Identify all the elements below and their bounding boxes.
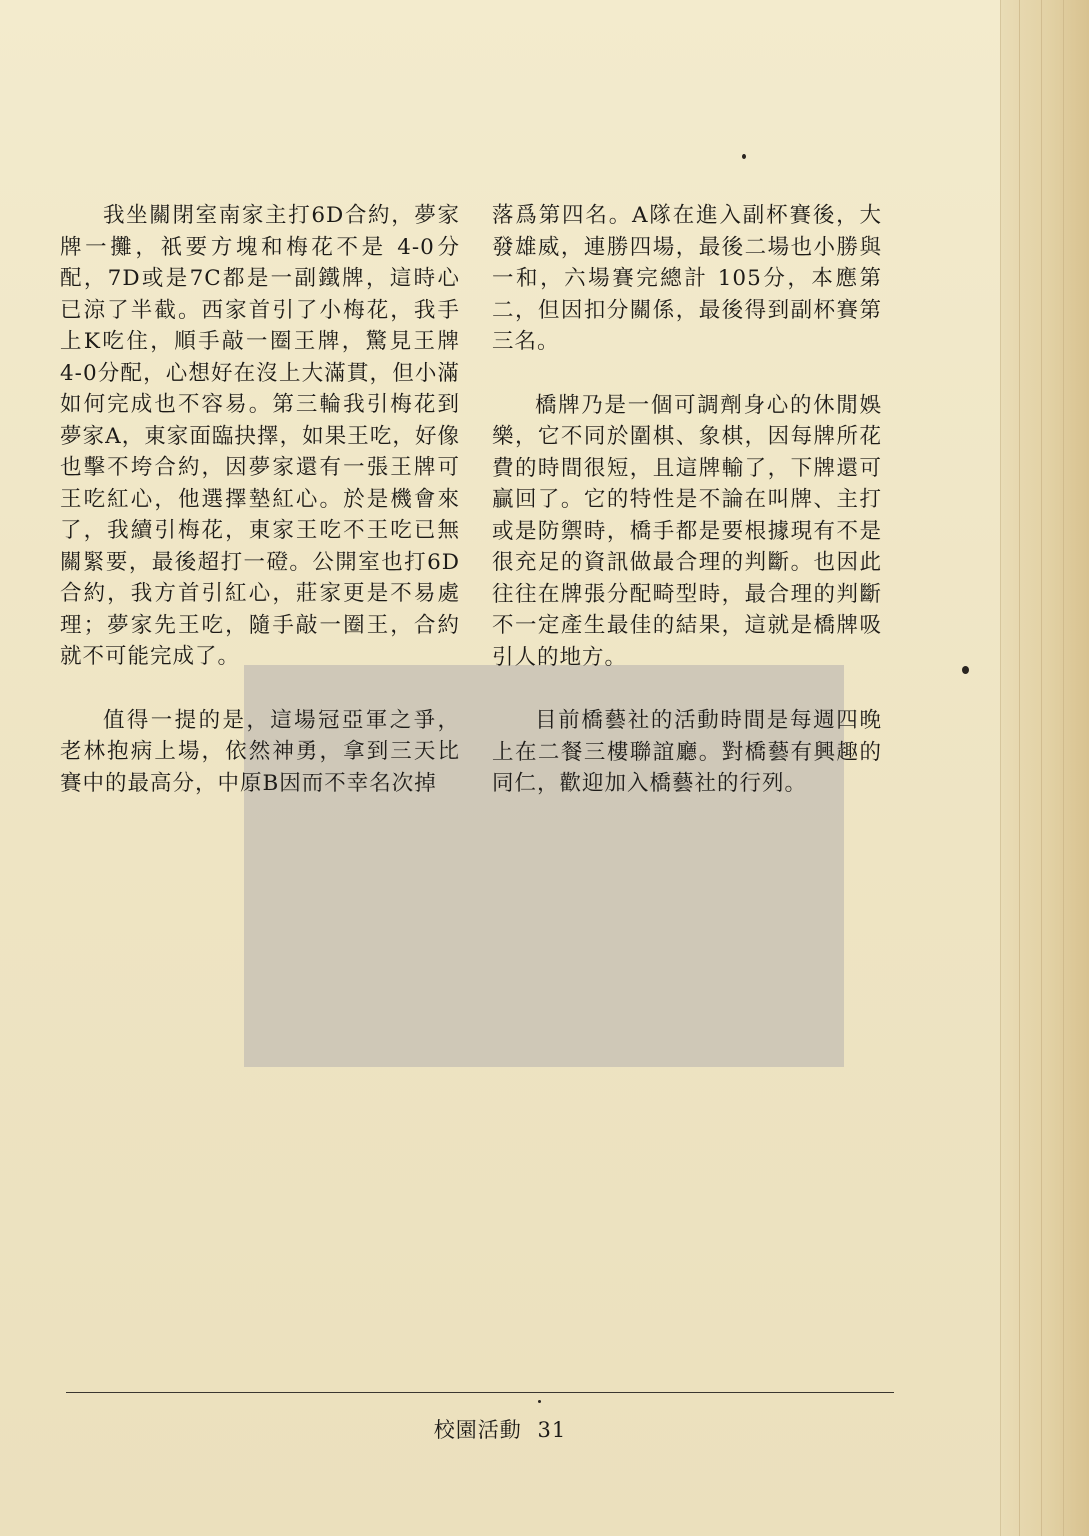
right-column xyxy=(492,200,882,832)
page-footer xyxy=(0,1414,1000,1444)
footer-section-title: 校園活動 xyxy=(433,1418,522,1442)
paragraph: 橋牌乃是一個可調劑身心的休閒娛樂，它不同於圍棋、象棋，因每牌所花費的時間很短，且這牌輸了，下牌還可贏回了。它的特性是不論在叫牌、主打或是防禦時，橋手都是要根據現有不是很充足的資訊做最合理的判斷。也因此往往在牌張分配畸型時，最合理的判斷不一定產生最佳的結果，這就是橋牌吸引人的地方。 xyxy=(492,392,882,670)
ink-speck xyxy=(962,666,969,674)
page-fold-line xyxy=(1041,0,1042,1536)
ink-speck xyxy=(538,1400,541,1403)
paragraph: 我坐關閉室南家主打6D合約，夢家牌一攤，祇要方塊和梅花不是 4-0分配，7D或是7C都是一副鐵牌，這時心已涼了半截。西家首引了小梅花，我手上K吃住，順手敲一圈王牌，驚見王牌 4-0分配，心想好在沒上大滿貫，但小滿如何完成也不容易。第三輪我引梅花到夢家A，東家面臨抉擇，如果王吃，好像也擊不垮合約，因夢家還有一張王牌可王吃紅心，他選擇墊紅心。於是機會來了，我續引梅花，東家王吃不王吃已無關緊要，最後超打一磴。公開室也打6D合約，我方首引紅心，莊家更是不易處理；夢家先王吃，隨手敲一圈王，合約就不可能完成了。 xyxy=(60,203,468,669)
paragraph: 值得一提的是，這場冠亞軍之爭，老林抱病上場，依然神勇，拿到三天比賽中的最高分，中原B因而不幸名次掉 xyxy=(60,707,460,796)
ink-speck xyxy=(742,154,746,159)
page-fold-line xyxy=(1063,0,1064,1536)
footer-divider xyxy=(66,1392,894,1393)
page-edge xyxy=(1000,0,1089,1536)
paragraph-continued: 落爲第四名。A隊在進入副杯賽後，大發雄威，連勝四場，最後二場也小勝與一和，六場賽完總計 105分，本應第二，但因扣分關係，最後得到副杯賽第三名。 xyxy=(492,203,882,354)
paragraph: 目前橋藝社的活動時間是每週四晚上在二餐三樓聯誼廳。對橋藝有興趣的同仁，歡迎加入橋藝社的行列。 xyxy=(492,708,882,796)
page-fold-line xyxy=(1019,0,1020,1536)
left-column xyxy=(60,200,468,831)
page-number: 31 xyxy=(537,1418,567,1442)
